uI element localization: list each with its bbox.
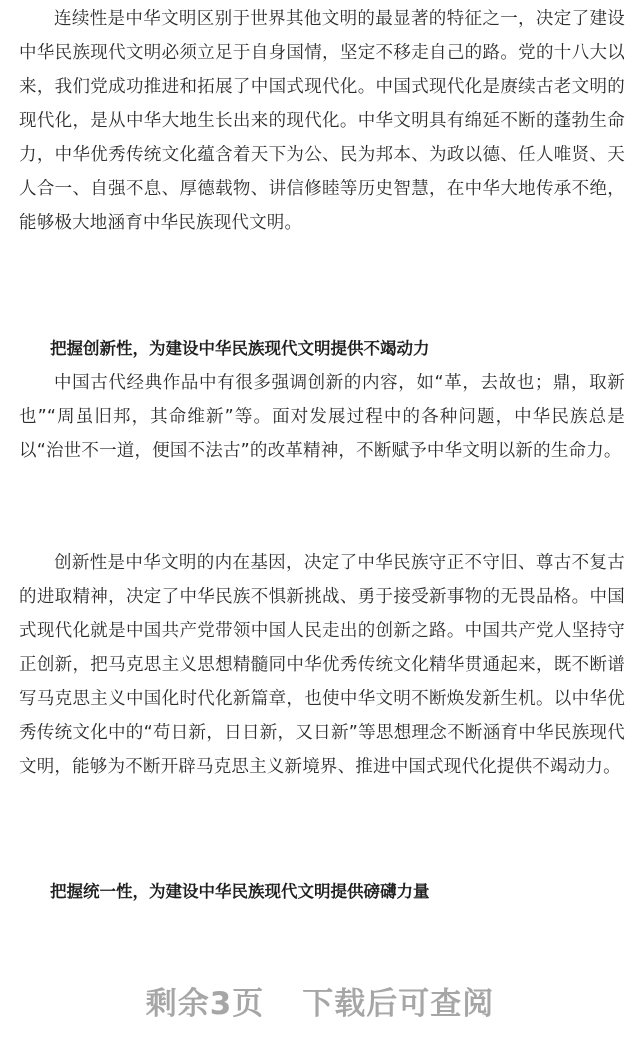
download-banner[interactable] <box>0 976 640 1024</box>
section-heading-unity: 把握统一性，为建设中华民族现代文明提供磅礴力量 <box>50 882 430 901</box>
remaining-pages-label[interactable]: 剩余3页 <box>145 985 265 1022</box>
download-to-view-label[interactable]: 下载后可查阅 <box>302 985 495 1022</box>
paragraph-innovation-gene: 创新性是中华文明的内在基因，决定了中华民族守正不守旧、尊古不复古的进取精神，决定了中华民族不惧新挑战、勇于接受新事物的无畏品格。中国式现代化就是中国共产党带领中国人民走出的创新之路。中国共产党人坚持守正创新，把马克思主义思想精髓同中华优秀传统文化精华贯通起来，既不断谱写马克思主义中国化时代化新篇章，也使中华文明不断焕发新生机。以中华优秀传统文化中的“苟日新，日日新，又日新”等思想理念不断涵育中华民族现代文明，能够为不断开辟马克思主义新境界、推进中国式现代化提供不竭动力。 <box>19 553 625 777</box>
paragraph-continuity: 连续性是中华文明区别于世界其他文明的最显著的特征之一，决定了建设中华民族现代文明必须立足于自身国情，坚定不移走自己的路。党的十八大以来，我们党成功推进和拓展了中国式现代化。中国式现代化是赓续古老文明的现代化，是从中华大地生长出来的现代化。中华文明具有绵延不断的蓬勃生命力，中华优秀传统文化蕴含着天下为公、民为邦本、为政以德、任人唯贤、天人合一、自强不息、厚德载物、讲信修睦等历史智慧，在中华大地传承不绝，能够极大地涵育中华民族现代文明。 <box>19 9 625 233</box>
paragraph-classics-innovation: 中国古代经典作品中有很多强调创新的内容，如“革，去故也；鼎，取新也”“周虽旧邦，其命维新”等。面对发展过程中的各种问题，中华民族总是以“治世不一道，便国不法古”的改革精神，不断赋予中华文明以新的生命力。 <box>19 373 625 461</box>
section-heading-innovation: 把握创新性，为建设中华民族现代文明提供不竭动力 <box>50 339 430 358</box>
